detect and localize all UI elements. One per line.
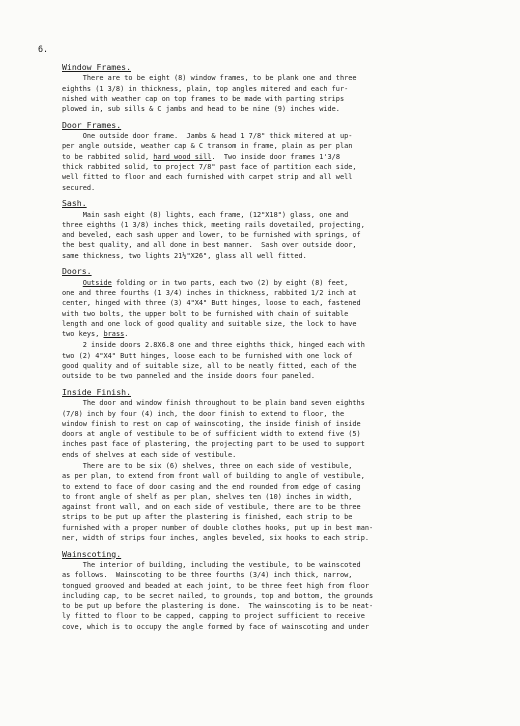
text-line: Main sash eight (8) lights, each frame, (12"X18") glass, one and <box>62 210 349 219</box>
text-line: outside to be two panneled and the inside doors four paneled. <box>62 372 316 381</box>
text-line: to be put up before the plastering is done. The wainscoting is to be neat- <box>62 602 374 611</box>
section-doors <box>62 266 470 381</box>
text-line: length and one lock of good quality and suitable size, the lock to have <box>62 319 357 328</box>
text-line: ner, width of strips four inches, angles beveled, six hooks to each strip. <box>62 534 369 543</box>
text-line: There are to be six (6) shelves, three on each side of vestibule, <box>62 461 353 470</box>
paragraph <box>62 398 470 460</box>
paragraph <box>62 131 470 193</box>
text-line: strips to be put up after the plastering is finished, each strip to be <box>62 513 353 522</box>
text-line: one and three fourths (1 3/4) inches in thickness, rabbited 1/2 inch at <box>62 288 357 297</box>
paragraph <box>62 560 470 632</box>
text-line: window finish to rest on cap of wainscoting, the inside finish of inside <box>62 419 361 428</box>
text-run <box>62 279 83 287</box>
text-line: against front wall, and on each side of vestibule, there are to be three <box>62 503 361 512</box>
text-run: to be rabbited solid, <box>62 152 154 161</box>
text-run: two keys, <box>62 330 104 339</box>
underlined-text: Outside <box>82 278 112 287</box>
section-window-frames <box>62 62 470 115</box>
text-line: The door and window finish throughout to be plain band seven eighths <box>62 399 365 408</box>
document-body <box>62 62 470 637</box>
text-run: . Two inside door frames 1'3/8 <box>211 152 340 161</box>
text-line: with two bolts, the upper bolt to be furnished with chain of suitable <box>62 309 349 318</box>
text-line: thick rabbited solid, to project 7/8" past face of partition each side, <box>62 163 357 172</box>
text-line: plowed in, sub sills & C jambs and head to be nine (9) inches wide. <box>62 105 340 114</box>
section-door-frames <box>62 120 470 193</box>
text-line: secured. <box>62 183 96 192</box>
underlined-text: brass <box>103 330 125 339</box>
text-line: well fitted to floor and each furnished with carpet strip and all well <box>62 173 353 182</box>
text-line: ends of shelves at each side of vestibule. <box>62 450 237 459</box>
text-line: doors at angle of vestibule to be of sufficient width to extend five (5) <box>62 430 361 439</box>
text-line: eighths (1 3/8) in thickness, plain, top angles mitered and each fur- <box>62 84 349 93</box>
section-sash <box>62 198 470 261</box>
paragraph <box>62 340 470 381</box>
text-line: One outside door frame. Jambs & head 1 7/8" thick mitered at up- <box>62 132 353 141</box>
text-line: same thickness, two lights 21½"X26", glass all well fitted. <box>62 251 307 260</box>
text-line: to extend to face of door casing and the end rounded from edge of casing <box>62 482 361 491</box>
paragraph <box>62 210 470 261</box>
section-inside-finish <box>62 387 470 544</box>
text-line: as follows. Wainscoting to be three fourths (3/4) inch thick, narrow, <box>62 571 353 580</box>
text-line: furnished with a proper number of double clothes hooks, put up in best man- <box>62 523 374 532</box>
text-run: . <box>124 330 129 339</box>
text-line: ly fitted to floor to be capped, capping to project sufficient to receive <box>62 612 365 621</box>
underlined-text: hard wood sill <box>153 152 212 161</box>
text-line: three eighths (1 3/8) inches thick, meeting rails dovetailed, projecting, <box>62 220 365 229</box>
text-line: inches past face of plastering, the projecting part to be used to support <box>62 440 365 449</box>
text-line <box>62 152 470 162</box>
section-heading: Door Frames. <box>62 119 122 130</box>
text-line: including cap, to be secret nailed, to grounds, top and bottom, the grounds <box>62 591 374 600</box>
section-heading: Doors. <box>62 266 92 277</box>
text-line: the best quality, and all done in best manner. Sash over outside door, <box>62 241 357 250</box>
paragraph <box>62 461 470 543</box>
text-line: to front angle of shelf as per plan, shelves ten (10) inches in width, <box>62 492 353 501</box>
text-line: and beveled, each sash upper and lower, to be furnished with springs, of <box>62 231 361 240</box>
text-line: tongued grooved and beaded at each joint, to be three feet high from floor <box>62 581 369 590</box>
text-line: good quality and of suitable size, all to be neatly fitted, each of the <box>62 362 357 371</box>
text-run: folding or in two parts, each two (2) by eight (8) feet, <box>111 278 349 287</box>
text-line: 2 inside doors 2.8X6.8 one and three eighths thick, hinged each with <box>62 341 365 350</box>
text-line: The interior of building, including the vestibule, to be wainscoted <box>62 560 361 569</box>
section-heading: Wainscoting. <box>62 548 122 559</box>
text-line: per angle outside, weather cap & C transom in frame, plain as per plan <box>62 142 353 151</box>
paragraph <box>62 73 470 114</box>
text-line: cove, which is to occupy the angle formed by face of wainscoting and under <box>62 622 369 631</box>
page-number: 6. <box>38 44 49 54</box>
section-heading: Window Frames. <box>62 62 132 72</box>
text-line: (7/8) inch by four (4) inch, the door finish to extend to floor, the <box>62 409 345 418</box>
text-line: two (2) 4"X4" Butt hinges, loose each to be furnished with one lock of <box>62 351 353 360</box>
section-heading: Sash. <box>62 198 87 209</box>
text-line <box>62 278 470 288</box>
text-line: There are to be eight (8) window frames, to be plank one and three <box>62 74 357 83</box>
text-line: nished with weather cap on top frames to be made with parting strips <box>62 95 345 103</box>
text-line: center, hinged with three (3) 4"X4" Butt hinges, loose to each, fastened <box>62 299 361 308</box>
text-line <box>62 329 470 339</box>
text-line: as per plan, to extend from front wall of building to angle of vestibule, <box>62 472 365 481</box>
section-heading: Inside Finish. <box>62 386 132 397</box>
section-wainscoting <box>62 549 470 632</box>
paragraph <box>62 278 470 340</box>
